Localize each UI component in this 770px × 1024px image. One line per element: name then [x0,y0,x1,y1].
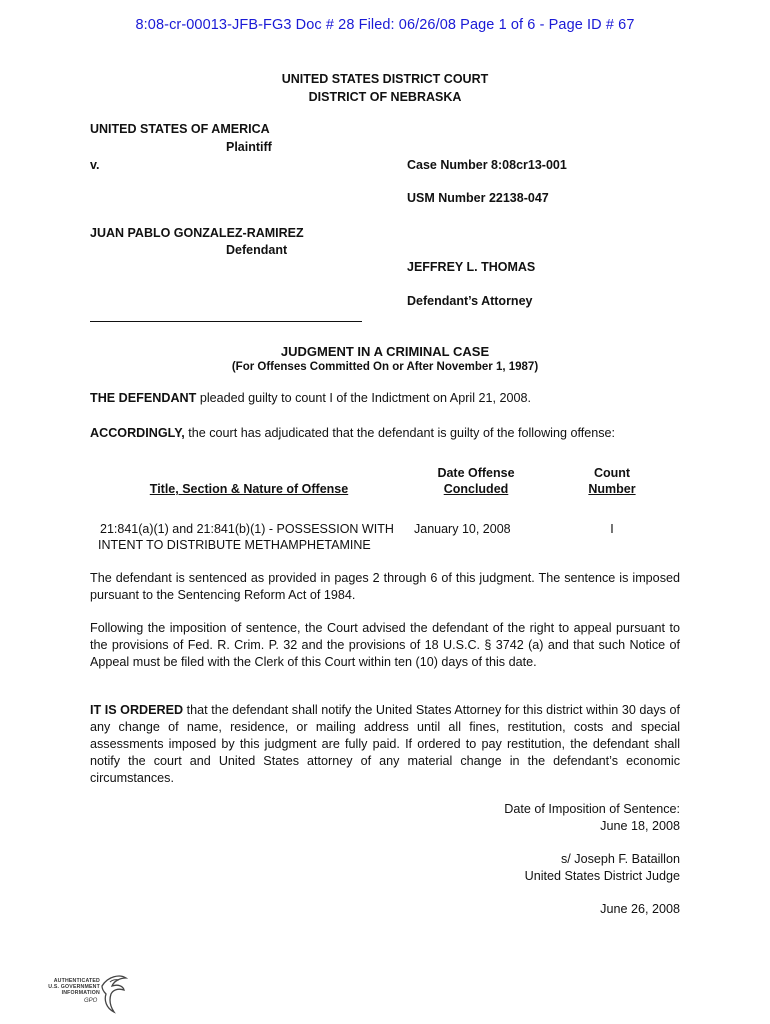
ordered-lead: IT IS ORDERED [90,703,184,717]
imposition-block [380,801,680,835]
gpo-seal-line3: INFORMATION [61,990,100,996]
filing-stamp: 8:08-cr-00013-JFB-FG3 Doc # 28 Filed: 06/26/08 Page 1 of 6 - Page ID # 67 [135,17,635,33]
accordingly-lead: ACCORDINGLY, [90,426,185,440]
defendant-label: Defendant [226,243,288,257]
usm-number: USM Number 22138-047 [407,191,549,205]
court-district: DISTRICT OF NEBRASKA [308,90,462,104]
sentenced-paragraph: The defendant is sentenced as provided in pages 2 through 6 of this judgment. The sentence is imposed pursuant to the Sentencing Reform Act of 1984. [90,571,680,602]
signed-date: June 26, 2008 [600,902,680,916]
attorney-name: JEFFREY L. THOMAS [407,260,536,274]
imposition-date: June 18, 2008 [600,819,680,833]
court-name: UNITED STATES DISTRICT COURT [281,72,489,86]
gpo-seal-line1: AUTHENTICATED [53,978,100,984]
judgment-title: JUDGMENT IN A CRIMINAL CASE [280,344,490,359]
signature-block [380,851,680,885]
table-row-offense [100,521,410,553]
accordingly-text: the court has adjudicated that the defendant is guilty of the following offense: [184,426,616,440]
gpo-seal-line2: U.S. GOVERNMENT [48,984,100,990]
plea-lead: THE DEFENDANT [90,391,197,405]
offense-line2: INTENT TO DISTRIBUTE METHAMPHETAMINE [98,538,371,552]
offense-line1: 21:841(a)(1) and 21:841(b)(1) - POSSESSION WITH [100,522,394,536]
judgment-subtitle: (For Offenses Committed On or After November 1, 1987) [231,361,539,373]
attorney-label: Defendant’s Attorney [407,294,533,308]
ordered-paragraph [90,702,680,787]
defendant-name: JUAN PABLO GONZALEZ-RAMIREZ [90,226,304,240]
caption-rule [90,321,362,322]
signer-name: s/ Joseph F. Bataillon [560,852,680,866]
table-header-offense: Title, Section & Nature of Offense [149,482,349,496]
table-header-count-line1: Count [593,466,631,480]
table-header-count-line2: Number [588,482,636,496]
case-number: Case Number 8:08cr13-001 [407,158,567,172]
ordered-text: that the defendant shall notify the United States Attorney for this district within 30 days of any change of name, residence, or mailing address until all fines, restitution, costs and special assessments imposed by this judgment are fully paid. If ordered to pay restitution, the defendant shall notify the court and United States attorney of any material change in the defendant’s economic circumstances. [90,703,680,785]
eagle-icon [96,972,128,1016]
table-header-date [410,465,542,497]
imposition-label: Date of Imposition of Sentence: [504,802,680,816]
appeal-paragraph: Following the imposition of sentence, the Court advised the defendant of the right to appeal pursuant to the provisions of Fed. R. Crim. P. 32 and the provisions of 18 U.S.C. § 3742 (a) and that such Notice of Appeal must be filed with the Clerk of this Court within ten (10) days of this date. [90,621,680,669]
plaintiff-label: Plaintiff [226,140,272,154]
table-row-count: I [610,522,614,536]
court-heading [0,70,770,106]
table-header-date-line1: Date Offense [437,466,515,480]
table-header-count [570,465,654,497]
gpo-authentication-seal [38,972,128,1016]
table-row-date: January 10, 2008 [414,522,511,536]
plaintiff-name: UNITED STATES OF AMERICA [90,122,270,136]
accordingly-paragraph [90,425,690,442]
plea-text: pleaded guilty to count I of the Indictment on April 21, 2008. [196,391,532,405]
table-header-date-line2: Concluded [443,482,509,496]
versus: v. [90,158,100,172]
gpo-mark: GPO [84,998,98,1004]
plea-paragraph [90,390,690,407]
gpo-seal-text [38,978,100,996]
signer-title: United States District Judge [524,869,680,883]
